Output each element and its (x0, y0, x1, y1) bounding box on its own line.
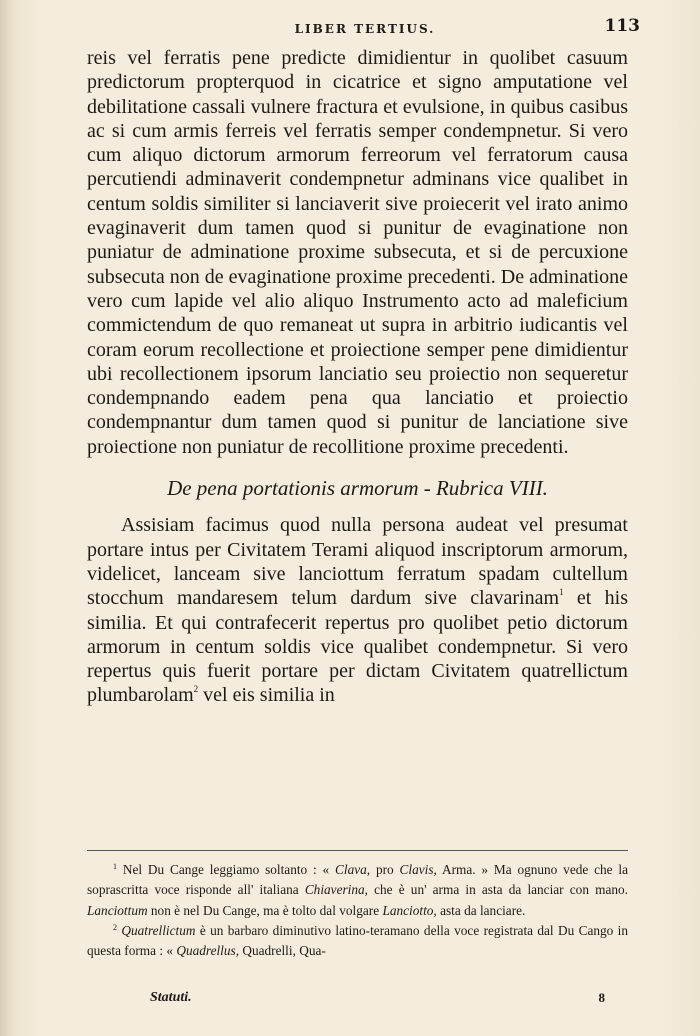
footnote-1-term-lanciottum: Lanciottum (87, 902, 148, 918)
paragraph-2-part-a: Assisiam facimus quod nulla persona audeat vel presumat portare intus per Civitatem Terami aliquod inscriptorum armorum, videlicet, lanceam sive lanciottum ferratum spadam cultellum stocchum mandaresem telum dardum sive clavarinam (87, 514, 628, 610)
footnote-1 (87, 860, 628, 921)
paragraph-2-part-b: et his similia. Et qui contrafecerit repertus pro quolibet petio dictorum armorum in centum soldis vice qualibet condempnetur. Si vero repertus quis fuerit portare per dictam Civitatem quatrellictum plumbarolam (87, 587, 628, 707)
footnote-ref-1: 1 (559, 587, 564, 598)
footnote-1-term-chiaverina: Chiaverina, (304, 882, 368, 898)
footnote-1-text-e: non è nel Du Cange, ma è tolto dal volgare (147, 902, 383, 918)
footnote-1-term-lanciotto: Lanciotto, (382, 902, 437, 918)
footnote-1-term-clava: Clava, (335, 862, 371, 877)
footnote-1-text-b: pro (370, 862, 400, 877)
footnote-2 (87, 921, 628, 962)
footnote-1-text-f: asta da lanciare. (436, 902, 526, 918)
footnote-1-text-a: Nel Du Cange leggiamo soltanto : « (117, 862, 336, 877)
footnote-divider (87, 850, 628, 851)
footnote-2-term-quatrellictum: Quatrellictum (121, 922, 196, 938)
page-footer (150, 990, 605, 1010)
footnote-2-term-quadrellus: Quadrellus, (176, 943, 240, 959)
footnote-1-text-d: che è un' arma in asta da lanciar con mano. (367, 882, 628, 898)
footnote-2-text-a: è un barbaro diminutivo latino-teramano della voce registrata dal Du Cango in questa forma : « (87, 922, 628, 959)
running-head (90, 16, 640, 40)
running-title: LIBER TERTIUS. (294, 22, 436, 36)
footnote-1-text-c: Arma. » Ma ognuno vede che la soprascritta voce risponde all' italiana (87, 862, 628, 898)
footer-title: Statuti. (150, 990, 192, 1005)
main-text (87, 46, 628, 708)
footnotes (87, 860, 628, 961)
paragraph-1: reis vel ferratis pene predicte dimidientur in quolibet casuum predictorum propterquod in cicatrice et signo amputatione vel debilitatione cassali vulnere fractura et evulsione, in quibus casibus ac si cum armis ferreis vel ferratis semper condempnetur. Si vero cum aliquo dictorum armorum ferreorum vel ferratorum causa percutiendi adminaverit condempnetur adminans vice qualibet in centum soldis similiter si lanciaverit sive proiecerit vel irato animo evaginaverit dum tamen quod si punitur de evaginatione non puniatur de adminatione proxime subsecuta, et si de percuxione subsecuta non de evaginatione proxime precedenti. De adminatione vero cum lapide vel alio aliquo Instrumento acto ad maleficium commictendum de quo remaneat ut supra in arbitrio iudicantis vel coram eorum recollectione et proiectione semper pene dimidientur ubi recollectionem ipsorum lanciatio seu proiectio non sequeretur condempnando eadem pena qua lanciatio et proiectio condempnantur dum tamen quod si punitur de lanciatione sive proiectione non puniatur de recollitione proxime precedenti. (87, 47, 628, 458)
footnote-2-text-b: Quadrelli, Qua- (239, 943, 326, 959)
paragraph-2-part-c: vel eis similia in (198, 684, 335, 707)
rubric-heading: De pena portationis armorum - Rubrica VIII. (167, 476, 548, 501)
paragraph-2 (87, 513, 628, 707)
footnote-ref-2: 2 (193, 684, 199, 695)
footnote-1-term-clavis: Clavis, (399, 862, 437, 877)
footnote-2-mark: 2 (113, 922, 117, 932)
page-number: 113 (604, 16, 640, 36)
signature-mark: 8 (598, 990, 605, 1005)
footnote-1-mark: 1 (113, 862, 117, 871)
